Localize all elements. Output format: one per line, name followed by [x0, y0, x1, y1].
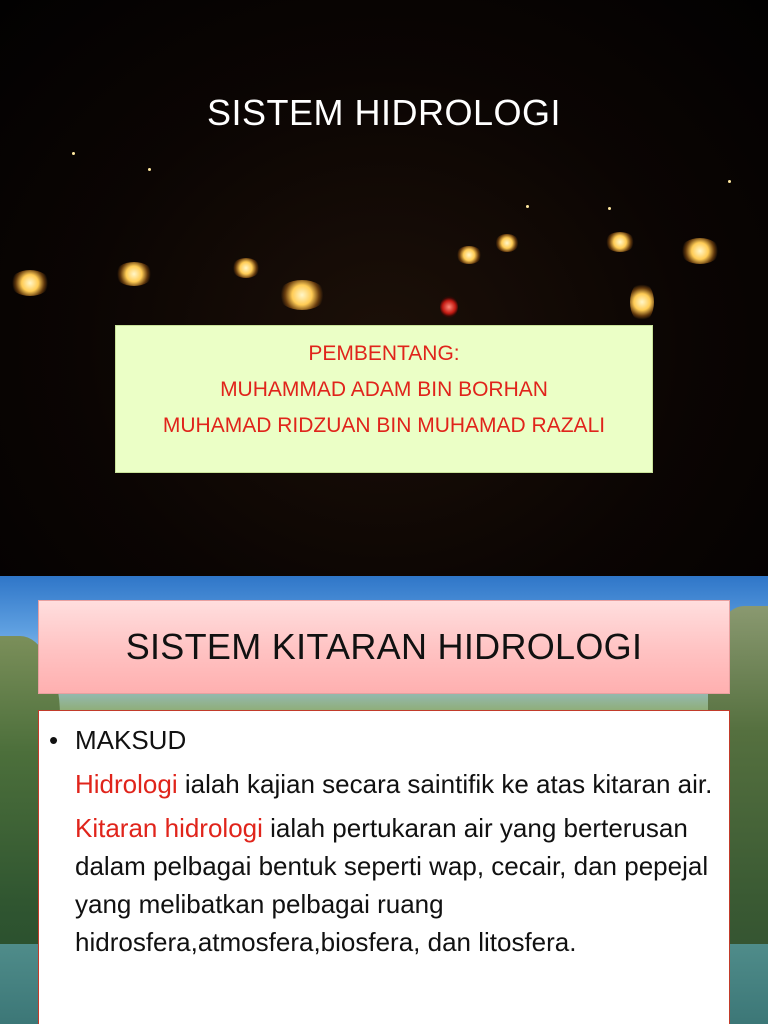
definition-term: Hidrologi	[75, 769, 178, 799]
background-light	[630, 282, 654, 322]
background-dot	[728, 180, 731, 183]
presenter-name: MUHAMMAD ADAM BIN BORHAN	[220, 378, 548, 401]
bullet-item	[49, 721, 713, 759]
presenter-box	[115, 325, 653, 473]
presenter-name: MUHAMAD RIDZUAN BIN MUHAMAD RAZALI	[162, 414, 606, 437]
title-box	[38, 600, 730, 694]
background-light	[440, 296, 458, 318]
background-dot	[608, 207, 611, 210]
definition-text: ialah pertukaran air yang berterusan dalam pelbagai bentuk seperti wap, cecair, dan pepejal yang melibatkan pelbagai ruang hidrosfera,atmosfera,biosfera, dan litosfera.	[75, 813, 709, 957]
background-light	[232, 258, 260, 278]
definition-text: ialah kajian secara saintifik ke atas kitaran air.	[177, 769, 713, 799]
background-light	[10, 270, 50, 296]
slide-title: SISTEM KITARAN HIDROLOGI	[125, 626, 643, 667]
presenter-heading: PEMBENTANG:	[308, 342, 460, 365]
background-light	[680, 238, 720, 264]
definition-paragraph	[49, 765, 713, 803]
bullet-icon: •	[49, 725, 59, 755]
background-dot	[72, 152, 75, 155]
content-box	[38, 710, 730, 1024]
bullet-text: MAKSUD	[75, 725, 187, 755]
background-light	[495, 234, 519, 252]
background-dot	[148, 168, 151, 171]
background-light	[115, 262, 153, 286]
background-light	[278, 280, 326, 310]
definition-term: Kitaran hidrologi	[75, 813, 263, 843]
slide-title: SISTEM HIDROLOGI	[206, 92, 562, 133]
background-light	[605, 232, 635, 252]
definition-paragraph	[49, 809, 713, 961]
content-slide	[0, 576, 768, 1024]
background-dot	[526, 205, 529, 208]
background-light	[456, 246, 482, 264]
